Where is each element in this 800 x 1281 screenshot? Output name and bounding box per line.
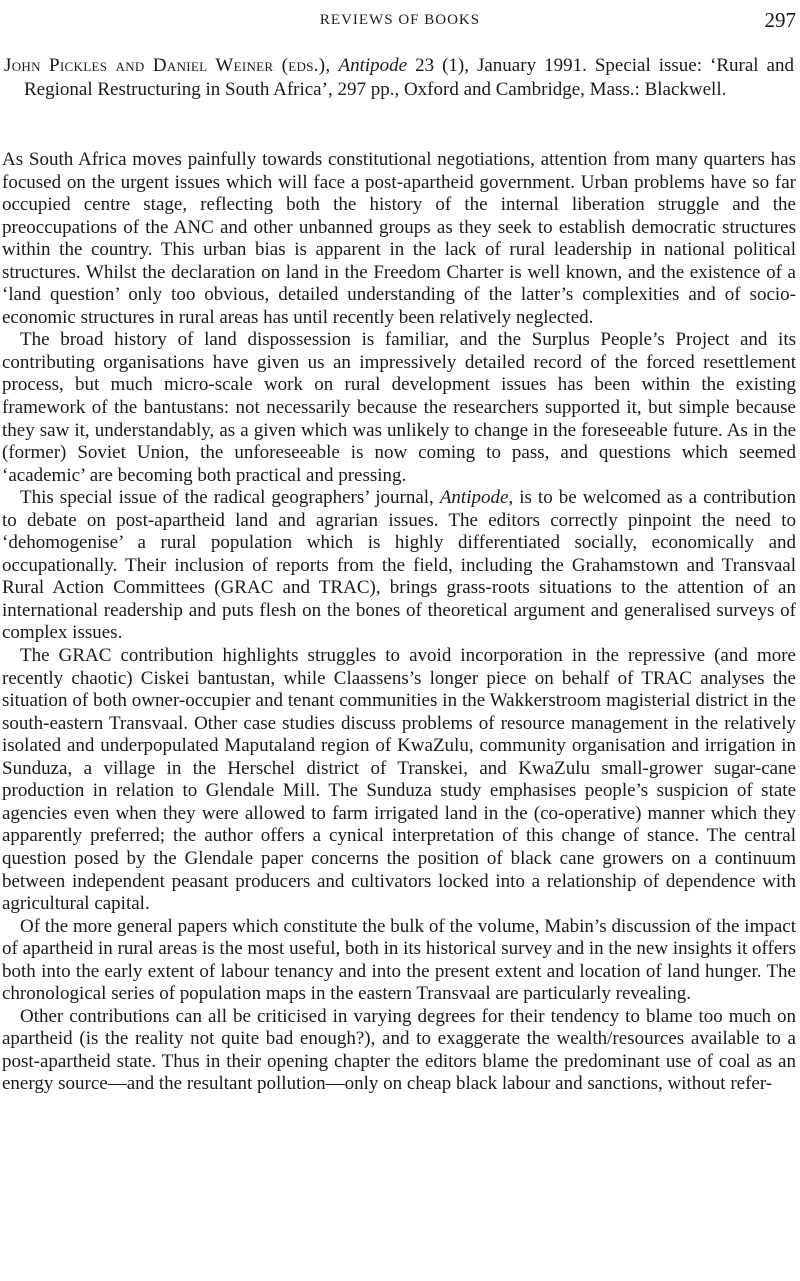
page-number: 297: [764, 8, 796, 32]
book-citation: [4, 54, 794, 102]
paragraph-3-intro: This special issue of the radical geographers’ journal,: [20, 487, 434, 509]
running-title: REVIEWS OF BOOKS: [319, 12, 481, 28]
paragraph-4: The GRAC contribution highlights struggles to avoid incorporation in the repressive (and more recently chaotic) Ciskei bantustan, while Claassens’s longer piece on behalf of TRAC analyses the situation of both owner-occupier and tenant communities in the Wakkerstroom magisterial district in the south-eastern Transvaal. Other case studies discuss problems of resource management in the relatively isolated and underpopulated Maputaland region of KwaZulu, community organisation and irrigation in Sunduza, a village in the Herschel district of Transkei, and KwaZulu small-grower sugar-cane production in relation to Glendale Mill. The Sunduza study emphasises people’s suspicion of state agencies even when they were allowed to farm irrigated land in the (co-operative) manner which they apparently preferred; the author offers a cynical interpretation of this change of stance. The central question posed by the Glendale paper concerns the position of black cane growers on a continuum between independent peasant producers and cultivators locked into a relationship of dependence with agricultural capital.: [2, 645, 796, 915]
paragraph-3: [2, 487, 796, 645]
paragraph-2: The broad history of land dispossession is familiar, and the Surplus People’s Project and its contributing organisations have given us an impressively detailed record of the forced resettlement process, but much micro-scale work on rural development issues has been within the existing framework of the bantustans: not necessarily because the researchers supported it, but simple because they saw it, understandably, as a given which was unlikely to change in the foreseeable future. As in the (former) Soviet Union, the unforeseeable is now coming to pass, and questions which seemed ‘academic’ are becoming both practical and pressing.: [2, 329, 796, 486]
review-body: [2, 149, 796, 1096]
citation-details: 23 (1), January 1991. Special issue: ‘Rural and Regional Restructuring in South Africa’, 297 pp., Oxford and Cambridge, Mass.: Blackwell.: [24, 55, 794, 100]
citation-journal: Antipode: [338, 55, 408, 76]
paragraph-6: Other contributions can all be criticised in varying degrees for their tendency to blame too much on apartheid (is the reality not quite bad enough?), and to exaggerate the wealth/resources available to a post-apartheid state. Thus in their opening chapter the editors blame the predominant use of coal as an energy source—and the resultant pollution—only on cheap black labour and sanctions, without refer-: [2, 1005, 796, 1095]
paragraph-3-rest: is to be welcomed as a contribution to debate on post-apartheid land and agrarian issues. The editors correctly pinpoint the need to ‘dehomogenise’ a rural population which is highly differentiated socially, economically and occupationally. Their inclusion of reports from the field, including the Grahamstown and Transvaal Rural Action Committees (GRAC and TRAC), brings grass-roots situations to the attention of an international readership and puts flesh on the bones of theoretical argument and generalised surveys of complex issues.: [2, 487, 796, 644]
citation-authors: John Pickles and Daniel Weiner (eds.),: [4, 55, 331, 76]
running-head: [0, 6, 800, 36]
journal-title-inline: Antipode,: [439, 487, 514, 509]
paragraph-1: As South Africa moves painfully towards constitutional negotiations, attention from many quarters has focused on the urgent issues which will face a post-apartheid government. Urban problems have so far occupied centre stage, reflecting both the history of the internal liberation struggle and the preoccupations of the ANC and other unbanned groups as they seek to establish democratic structures within the country. This urban bias is apparent in the lack of rural leadership in national political structures. Whilst the declaration on land in the Freedom Charter is well known, and the existence of a ‘land question’ only too obvious, detailed understanding of the latter’s complexities and of socio-economic structures in rural areas has until recently been relatively neglected.: [2, 149, 796, 328]
paragraph-5: Of the more general papers which constitute the bulk of the volume, Mabin’s discussion of the impact of apartheid in rural areas is the most useful, both in its historical survey and in the new insights it offers both into the early extent of labour tenancy and into the present extent and location of land hunger. The chronological series of population maps in the eastern Transvaal are particularly revealing.: [2, 915, 796, 1005]
